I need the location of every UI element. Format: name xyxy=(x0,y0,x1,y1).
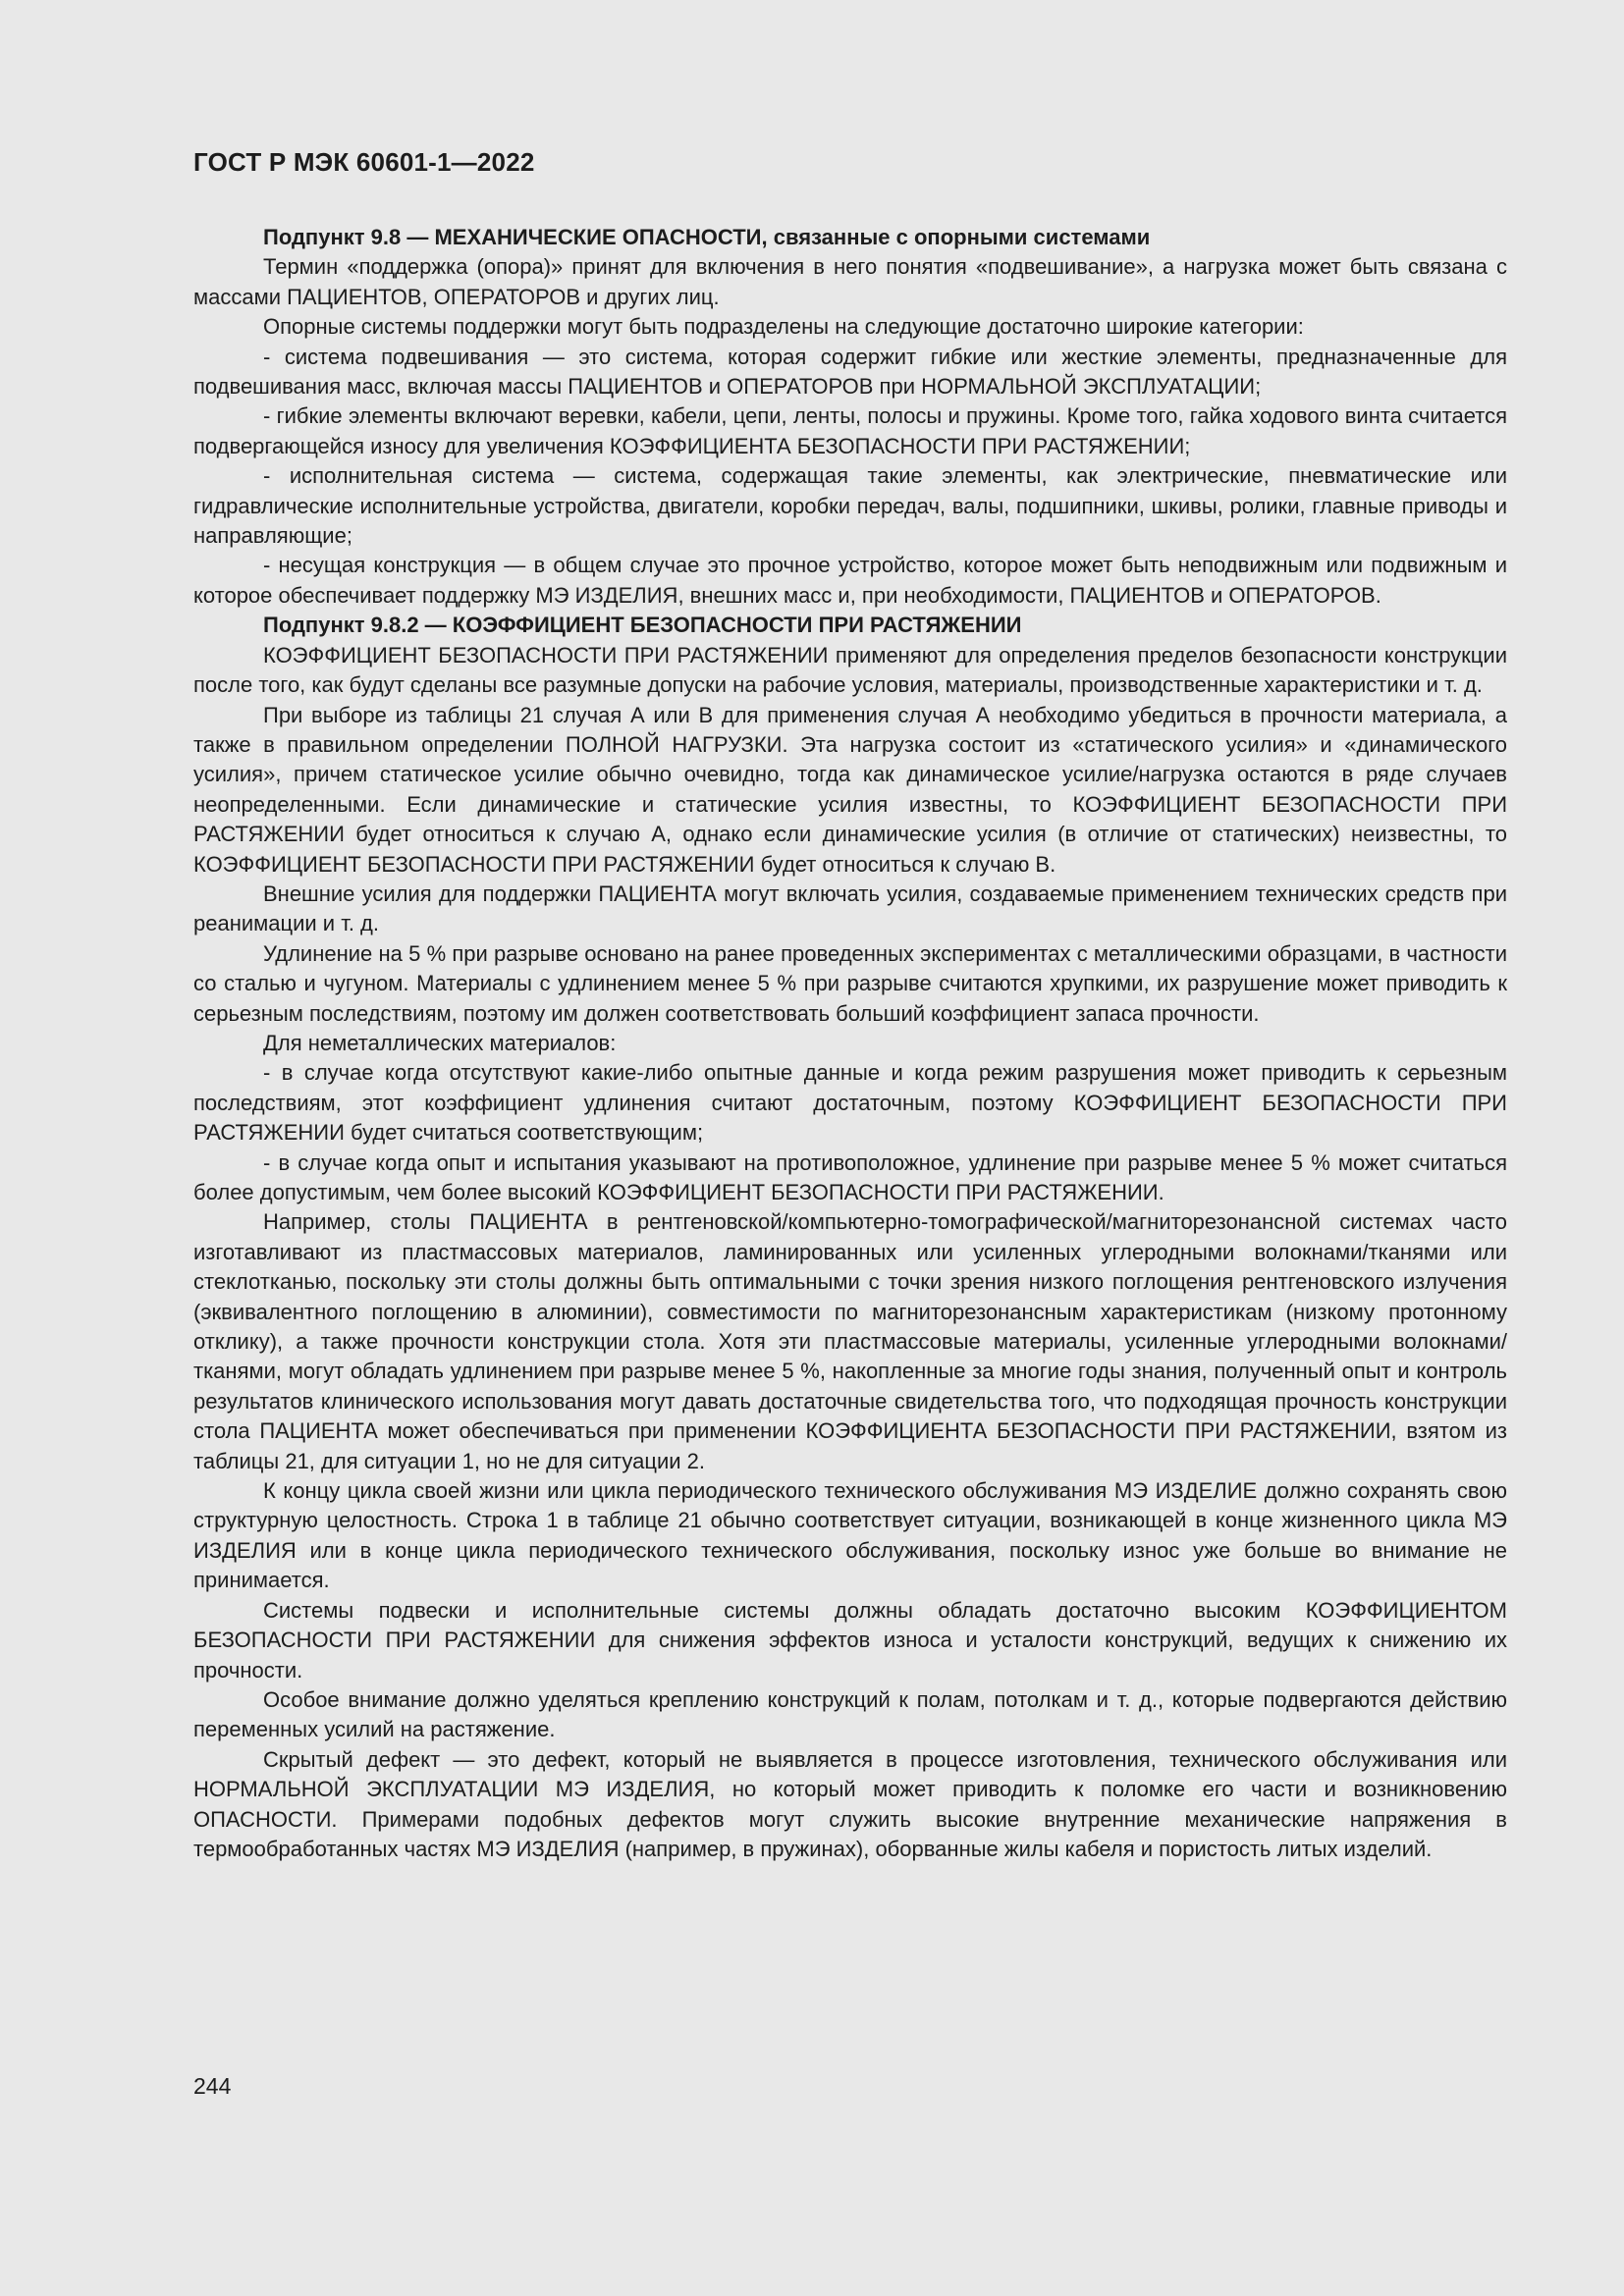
document-body xyxy=(193,223,1507,1864)
paragraph: Термин «поддержка (опора)» принят для включения в него понятия «подвешивание», а нагрузка может быть связана с массами ПАЦИЕНТОВ, ОПЕРАТОРОВ и других лиц. xyxy=(193,254,1507,309)
list-item: - в случае когда отсутствуют какие-либо опытные данные и когда режим разрушения может приводить к серьезным последствиям, этот коэффициент удлинения считают достаточным, поэтому КОЭФФИЦИЕНТ БЕЗОПАСНОСТИ ПРИ РАСТЯЖЕНИИ будет считаться соответствующим; xyxy=(193,1060,1507,1146)
document-code-header: ГОСТ Р МЭК 60601-1—2022 xyxy=(193,147,535,177)
paragraph: Скрытый дефект — это дефект, который не выявляется в процессе изготовления, технического обслуживания или НОРМАЛЬНОЙ ЭКСПЛУАТАЦИИ МЭ ИЗДЕЛИЯ, но который может приводить к поломке его части и возникновению ОПАСНОСТИ. Примерами подобных дефектов могут служить высокие внутренние механические напряжения в термообработанных частях МЭ ИЗДЕЛИЯ (например, в пружинах), оборванные жилы кабеля и пористость литых изделий. xyxy=(193,1746,1507,1861)
page-number: 244 xyxy=(193,2073,232,2099)
paragraph: Опорные системы поддержки могут быть подразделены на следующие достаточно широкие категории: xyxy=(263,314,1304,340)
paragraph: К концу цикла своей жизни или цикла периодического технического обслуживания МЭ ИЗДЕЛИЕ должно сохранять свою структурную целостность. Строка 1 в таблице 21 обычно соответствует ситуации, возникающей в конце жизненного цикла МЭ ИЗДЕЛИЯ или в конце цикла периодического технического обслуживания, поскольку износ уже больше во внимание не принимается. xyxy=(193,1478,1507,1593)
list-item: - в случае когда опыт и испытания указывают на противоположное, удлинение при разрыве менее 5 % может считаться более допустимым, чем более высокий КОЭФФИЦИЕНТ БЕЗОПАСНОСТИ ПРИ РАСТЯЖЕНИИ. xyxy=(193,1149,1507,1204)
paragraph: При выборе из таблицы 21 случая А или В для применения случая А необходимо убедиться в прочности материала, а также в правильном определении ПОЛНОЙ НАГРУЗКИ. Эта нагрузка состоит из «статического усилия» и «динамического усилия», причем статическое усилие обычно очевидно, тогда как динамическое усилие/нагрузка остаются в ряде случаев неопределенными. Если динамические и статические усилия известны, то КОЭФФИЦИЕНТ БЕЗОПАСНОСТИ ПРИ РАСТЯЖЕНИИ будет относиться к случаю А, однако если динамические усилия (в отличие от статических) неизвестны, то КОЭФФИЦИЕНТ БЕЗОПАСНОСТИ ПРИ РАСТЯЖЕНИИ будет относиться к случаю В. xyxy=(193,702,1507,877)
list-item: - несущая конструкция — в общем случае это прочное устройство, которое может быть неподвижным или подвижным и которое обеспечивает поддержку МЭ ИЗДЕЛИЯ, внешних масс и, при необходимости, ПАЦИЕНТОВ и ОПЕРАТОРОВ. xyxy=(193,553,1507,608)
paragraph: Удлинение на 5 % при разрыве основано на ранее проведенных экспериментах с металлическими образцами, в частности со сталью и чугуном. Материалы с удлинением менее 5 % при разрыве считаются хрупкими, их разрушение может приводить к серьезным последствиям, поэтому им должен соответствовать больший коэффициент запаса прочности. xyxy=(193,940,1507,1026)
paragraph: Например, столы ПАЦИЕНТА в рентгеновской/компьютерно-томографической/магниторезонансной системах часто изготавливают из пластмассовых материалов, ламинированных или усиленных углеродными волокнами/тканями или стеклотканью, поскольку эти столы должны быть оптимальными с точки зрения низкого поглощения рентгеновского излучения (эквивалентного поглощению в алюминии), совместимости по магниторезонансным характеристикам (низкому протонному отклику), а также прочности конструкции стола. Хотя эти пластмассовые материалы, усиленные углеродными волокнами/тканями, могут обладать удлинением при разрыве менее 5 %, накопленные за многие годы знания, полученный опыт и контроль результатов клинического использования могут давать достаточные свидетельства того, что подходящая прочность конструкции стола ПАЦИЕНТА может обеспечиваться при применении КОЭФФИЦИЕНТА БЕЗОПАСНОСТИ ПРИ РАСТЯЖЕНИИ, взятом из таблицы 21, для ситуации 1, но не для ситуации 2. xyxy=(193,1209,1507,1473)
section-heading-9-8: Подпункт 9.8 — МЕХАНИЧЕСКИЕ ОПАСНОСТИ, связанные с опорными системами xyxy=(263,225,1151,249)
paragraph: КОЭФФИЦИЕНТ БЕЗОПАСНОСТИ ПРИ РАСТЯЖЕНИИ применяют для определения пределов безопасности конструкции после того, как будут сделаны все разумные допуски на рабочие условия, материалы, производственные характеристики и т. д. xyxy=(193,642,1507,698)
list-item: - система подвешивания — это система, которая содержит гибкие или жесткие элементы, предназначенные для подвешивания масс, включая массы ПАЦИЕНТОВ и ОПЕРАТОРОВ при НОРМАЛЬНОЙ ЭКСПЛУАТАЦИИ; xyxy=(193,344,1507,400)
list-item: - исполнительная система — система, содержащая такие элементы, как электрические, пневматические или гидравлические исполнительные устройства, двигатели, коробки передач, валы, подшипники, шкивы, ролики, главные приводы и направляющие; xyxy=(193,463,1507,549)
paragraph: Внешние усилия для поддержки ПАЦИЕНТА могут включать усилия, создаваемые применением технических средств при реанимации и т. д. xyxy=(193,881,1507,936)
paragraph: Для неметаллических материалов: xyxy=(263,1030,617,1055)
section-heading-9-8-2: Подпункт 9.8.2 — КОЭФФИЦИЕНТ БЕЗОПАСНОСТИ ПРИ РАСТЯЖЕНИИ xyxy=(263,613,1022,638)
paragraph: Системы подвески и исполнительные системы должны обладать достаточно высоким КОЭФФИЦИЕНТОМ БЕЗОПАСНОСТИ ПРИ РАСТЯЖЕНИИ для снижения эффектов износа и усталости конструкций, ведущих к снижению их прочности. xyxy=(193,1597,1507,1682)
paragraph: Особое внимание должно уделяться креплению конструкций к полам, потолкам и т. д., которые подвергаются действию переменных усилий на растяжение. xyxy=(193,1686,1507,1742)
list-item: - гибкие элементы включают веревки, кабели, цепи, ленты, полосы и пружины. Кроме того, гайка ходового винта считается подвергающейся износу для увеличения КОЭФФИЦИЕНТА БЕЗОПАСНОСТИ ПРИ РАСТЯЖЕНИИ; xyxy=(193,403,1507,458)
